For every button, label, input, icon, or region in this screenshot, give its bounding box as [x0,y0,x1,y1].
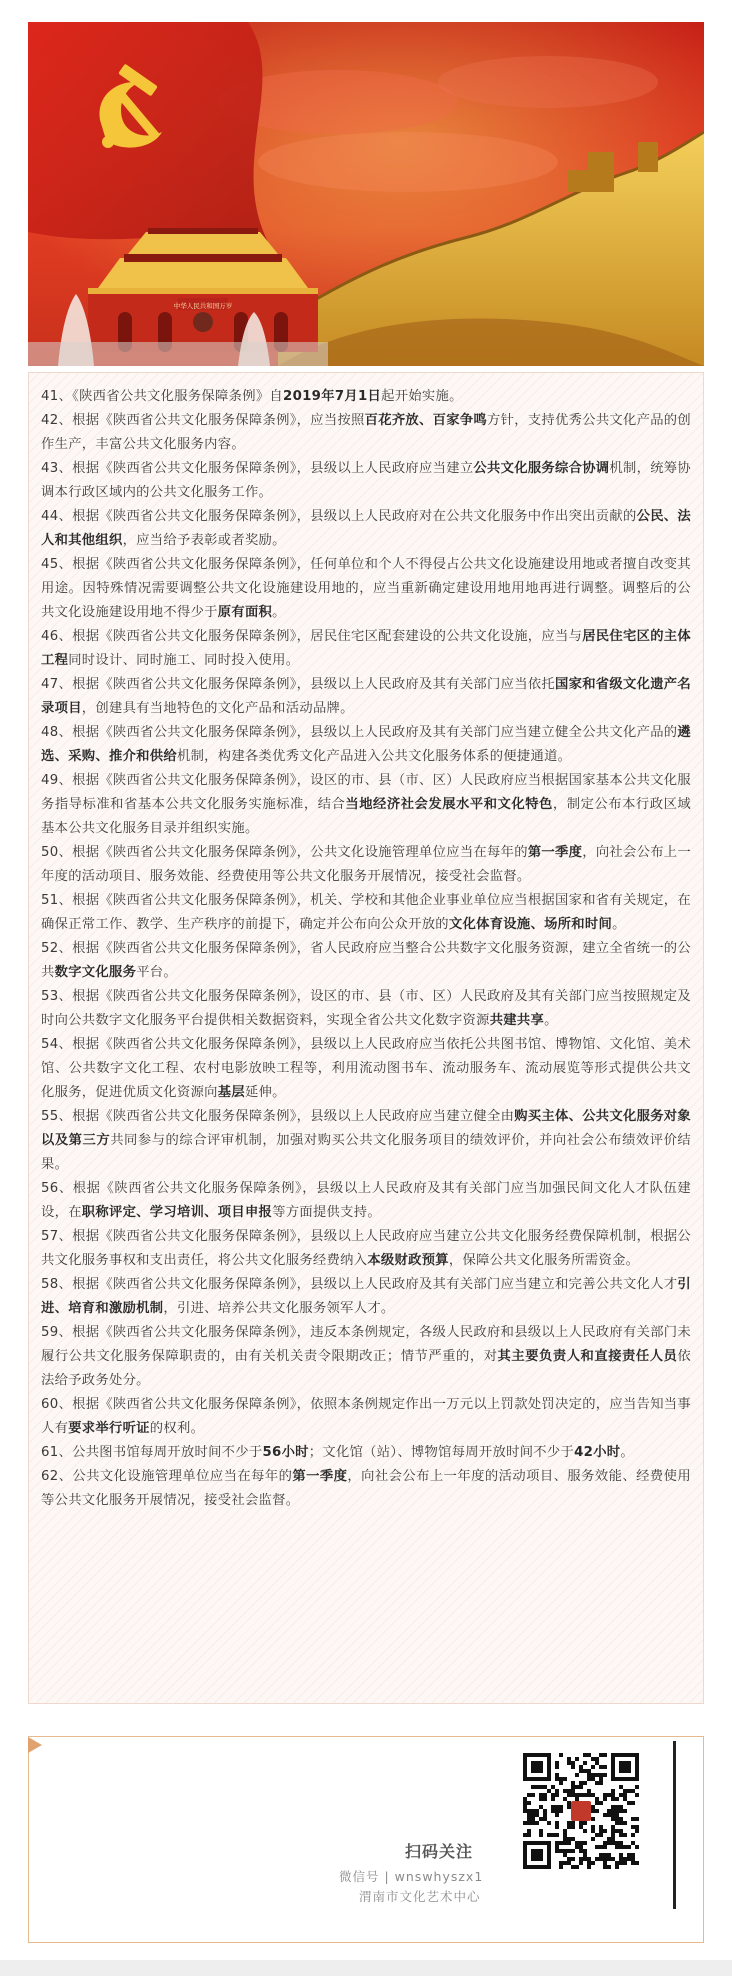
text-segment: 49、根据《陕西省公共文化服务保障条例》，设区的市、县（市、区）人民政府应当根据国家基本公共文化服务指导标准和省基本公共文化服务实施标准，结合 [41,773,691,812]
text-segment: 等方面提供支持。 [272,1205,381,1220]
bold-text: 共建共享 [489,1013,545,1028]
text-segment: 61、公共图书馆每周开放时间不少于 [41,1445,263,1460]
article-paragraph [41,409,691,457]
text-segment: 平台。 [136,965,177,980]
article-paragraph [41,1033,691,1105]
gate-sign: 中华人民共和国万岁 [173,302,233,310]
bottom-band [0,1960,732,1976]
article-paragraph [41,673,691,721]
text-segment: 的权利。 [149,1421,205,1436]
text-segment: 42、根据《陕西省公共文化服务保障条例》，应当按照 [41,413,365,428]
text-segment: 44、根据《陕西省公共文化服务保障条例》，县级以上人民政府对在公共文化服务中作出突出贡献的 [41,509,637,524]
text-segment: 同时设计、同时施工、同时投入使用。 [68,653,300,668]
text-segment: 60、根据《陕西省公共文化服务保障条例》，依照本条例规定作出一万元以上罚款处罚决定的，应当告知当事人有 [41,1397,691,1436]
bold-text: 原有面积 [217,605,273,620]
triangle-icon [28,1737,42,1753]
text-segment: ，创建具有当地特色的文化产品和活动品牌。 [81,701,354,716]
text-segment: 59、根据《陕西省公共文化服务保障条例》，违反本条例规定，各级人民政府和县级以上人民政府有关部门未履行公共文化服务保障职责的，由有关机关责令限期改正；情节严重的，对 [41,1325,691,1364]
bold-text: 2019年7月1日 [283,389,382,404]
article-paragraph [41,457,691,505]
text-segment: 57、根据《陕西省公共文化服务保障条例》，县级以上人民政府应当建立公共文化服务经费保障机制，根据公共文化服务事权和支出责任，将公共文化服务经费纳入 [41,1229,691,1268]
bold-text: 基层 [217,1085,245,1100]
bold-text: 居民住宅区的主体工程 [41,629,691,668]
bold-text: 第一季度 [527,845,583,860]
bold-text: 职称评定、学习培训、项目申报 [81,1205,273,1220]
bold-text: 当地经济社会发展水平和文化特色 [345,797,553,812]
article-paragraph [41,1273,691,1321]
text-segment: 。 [272,605,286,620]
bold-text: 要求举行听证 [68,1421,150,1436]
text-segment: 50、根据《陕西省公共文化服务保障条例》，公共文化设施管理单位应当在每年的 [41,845,528,860]
bold-text: 本级财政预算 [367,1253,449,1268]
text-segment: 51、根据《陕西省公共文化服务保障条例》，机关、学校和其他企业事业单位应当根据国家和省有关规定，在确保正常工作、教学、生产秩序的前提下，确定并公布向公众开放的 [41,893,691,932]
divider [673,1741,676,1909]
article-paragraph [41,889,691,937]
text-segment: ，向社会公布上一年度的活动项目、服务效能、经费使用等公共文化服务开展情况，接受社会监督。 [41,845,692,884]
article-paragraph [41,625,691,673]
follow-card [28,1736,704,1943]
article-paragraph [41,937,691,985]
bold-text: 引进、培育和激励机制 [41,1277,691,1316]
text-segment: 机制，统筹协调本行政区域内的公共文化服务工作。 [41,461,691,500]
text-segment: 48、根据《陕西省公共文化服务保障条例》，县级以上人民政府及其有关部门应当建立健全公共文化产品的 [41,725,678,740]
bold-text: 数字文化服务 [54,965,137,980]
text-segment: 延伸。 [244,1085,286,1100]
article-paragraph [41,841,691,889]
header-banner [28,22,704,366]
bold-text: 遴选、采购、推介和供给 [41,725,691,764]
article-paragraph [41,1393,691,1441]
bold-text: 购买主体、公共文化服务对象以及第三方 [41,1109,691,1148]
text-segment: 起开始实施。 [381,389,463,404]
text-segment: ，引进、培养公共文化服务领军人才。 [163,1301,395,1316]
text-segment: 45、根据《陕西省公共文化服务保障条例》，任何单位和个人不得侵占公共文化设施建设用地或者擅自改变其用途。因特殊情况需要调整公共文化设施建设用地的，应当重新确定建设用地用地再进行调整。调整后的公共文化设施建设用地不得少于 [41,557,691,620]
article-paragraph [41,1105,691,1177]
text-segment: 共同参与的综合评审机制，加强对购买公共文化服务项目的绩效评价，并向社会公布绩效评价结果。 [41,1133,692,1172]
text-segment: ；文化馆（站）、博物馆每周开放时间不少于 [308,1445,575,1460]
text-segment: ，向社会公布上一年度的活动项目、服务效能、经费使用等公共文化服务开展情况，接受社会监督。 [41,1469,692,1508]
article-paragraph [41,1321,691,1393]
bold-text: 百花齐放、百家争鸣 [364,413,488,428]
text-segment: 机制，构建各类优秀文化产品进入公共文化服务体系的便捷通道。 [176,749,572,764]
article-body [28,372,704,1704]
wechat-id: 微信号 | wnswhyszx1 [339,1869,484,1884]
article-paragraph [41,769,691,841]
text-segment: 依法给予政务处分。 [41,1349,691,1388]
bold-text: 文化体育设施、场所和时间 [448,917,613,932]
text-segment: 55、根据《陕西省公共文化服务保障条例》，县级以上人民政府应当建立健全由 [41,1109,515,1124]
article-paragraph [41,505,691,553]
text-segment: 43、根据《陕西省公共文化服务保障条例》，县级以上人民政府应当建立 [41,461,474,476]
text-segment: ，制定公布本行政区域基本公共文化服务目录并组织实施。 [41,797,692,836]
bold-text: 公民、法人和其他组织 [41,509,691,548]
follow-title: 扫码关注 [405,1839,473,1862]
text-segment: 52、根据《陕西省公共文化服务保障条例》，省人民政府应当整合公共数字文化服务资源，建立全省统一的公共 [41,941,691,980]
text-segment: 。 [544,1013,558,1028]
text-segment: 46、根据《陕西省公共文化服务保障条例》，居民住宅区配套建设的公共文化设施，应当与 [41,629,583,644]
text-segment: ，保障公共文化服务所需资金。 [448,1253,640,1268]
bold-text: 其主要负责人和直接责任人员 [497,1349,678,1364]
qr-code-icon [523,1753,639,1899]
text-segment: 56、根据《陕西省公共文化服务保障条例》，县级以上人民政府及其有关部门应当加强民间文化人才队伍建设，在 [41,1181,691,1220]
text-segment: 41、《陕西省公共文化服务保障条例》自 [41,389,284,404]
text-segment: 53、根据《陕西省公共文化服务保障条例》，设区的市、县（市、区）人民政府及其有关部门应当按照规定及时向公共数字文化服务平台提供相关数据资料，实现全省公共文化数字资源 [41,989,691,1028]
bold-text: 42小时 [574,1445,621,1460]
text-segment: 方针，支持优秀公共文化产品的创作生产，丰富公共文化服务内容。 [41,413,692,452]
article-paragraph [41,1465,691,1513]
text-segment: 54、根据《陕西省公共文化服务保障条例》，县级以上人民政府应当依托公共图书馆、博物馆、文化馆、美术馆、公共数字文化工程、农村电影放映工程等，利用流动图书车、流动服务车、流动展览等形式提供公共文化服务，促进优质文化资源向 [41,1037,691,1100]
org-name: 渭南市文化艺术中心 [359,1889,481,1904]
article-paragraph [41,385,691,409]
article-paragraph [41,553,691,625]
text-segment: 58、根据《陕西省公共文化服务保障条例》，县级以上人民政府及其有关部门应当建立和完善公共文化人才 [41,1277,678,1292]
article-paragraph [41,721,691,769]
text-segment: 47、根据《陕西省公共文化服务保障条例》，县级以上人民政府及其有关部门应当依托 [41,677,556,692]
article-paragraph [41,1225,691,1273]
article-paragraph [41,985,691,1033]
qr-code-image[interactable] [523,1753,639,1899]
article-paragraph [41,1441,691,1465]
text-segment: 62、公共文化设施管理单位应当在每年的 [41,1469,293,1484]
text-segment: 。 [620,1445,635,1460]
bold-text: 56小时 [262,1445,309,1460]
bold-text: 国家和省级文化遗产名录项目 [41,677,691,716]
banner-illustration [28,22,704,366]
bold-text: 第一季度 [292,1469,348,1484]
article-paragraph [41,1177,691,1225]
text-segment: ，应当给予表彰或者奖励。 [122,533,286,548]
bold-text: 公共文化服务综合协调 [473,461,610,476]
text-segment: 。 [612,917,626,932]
